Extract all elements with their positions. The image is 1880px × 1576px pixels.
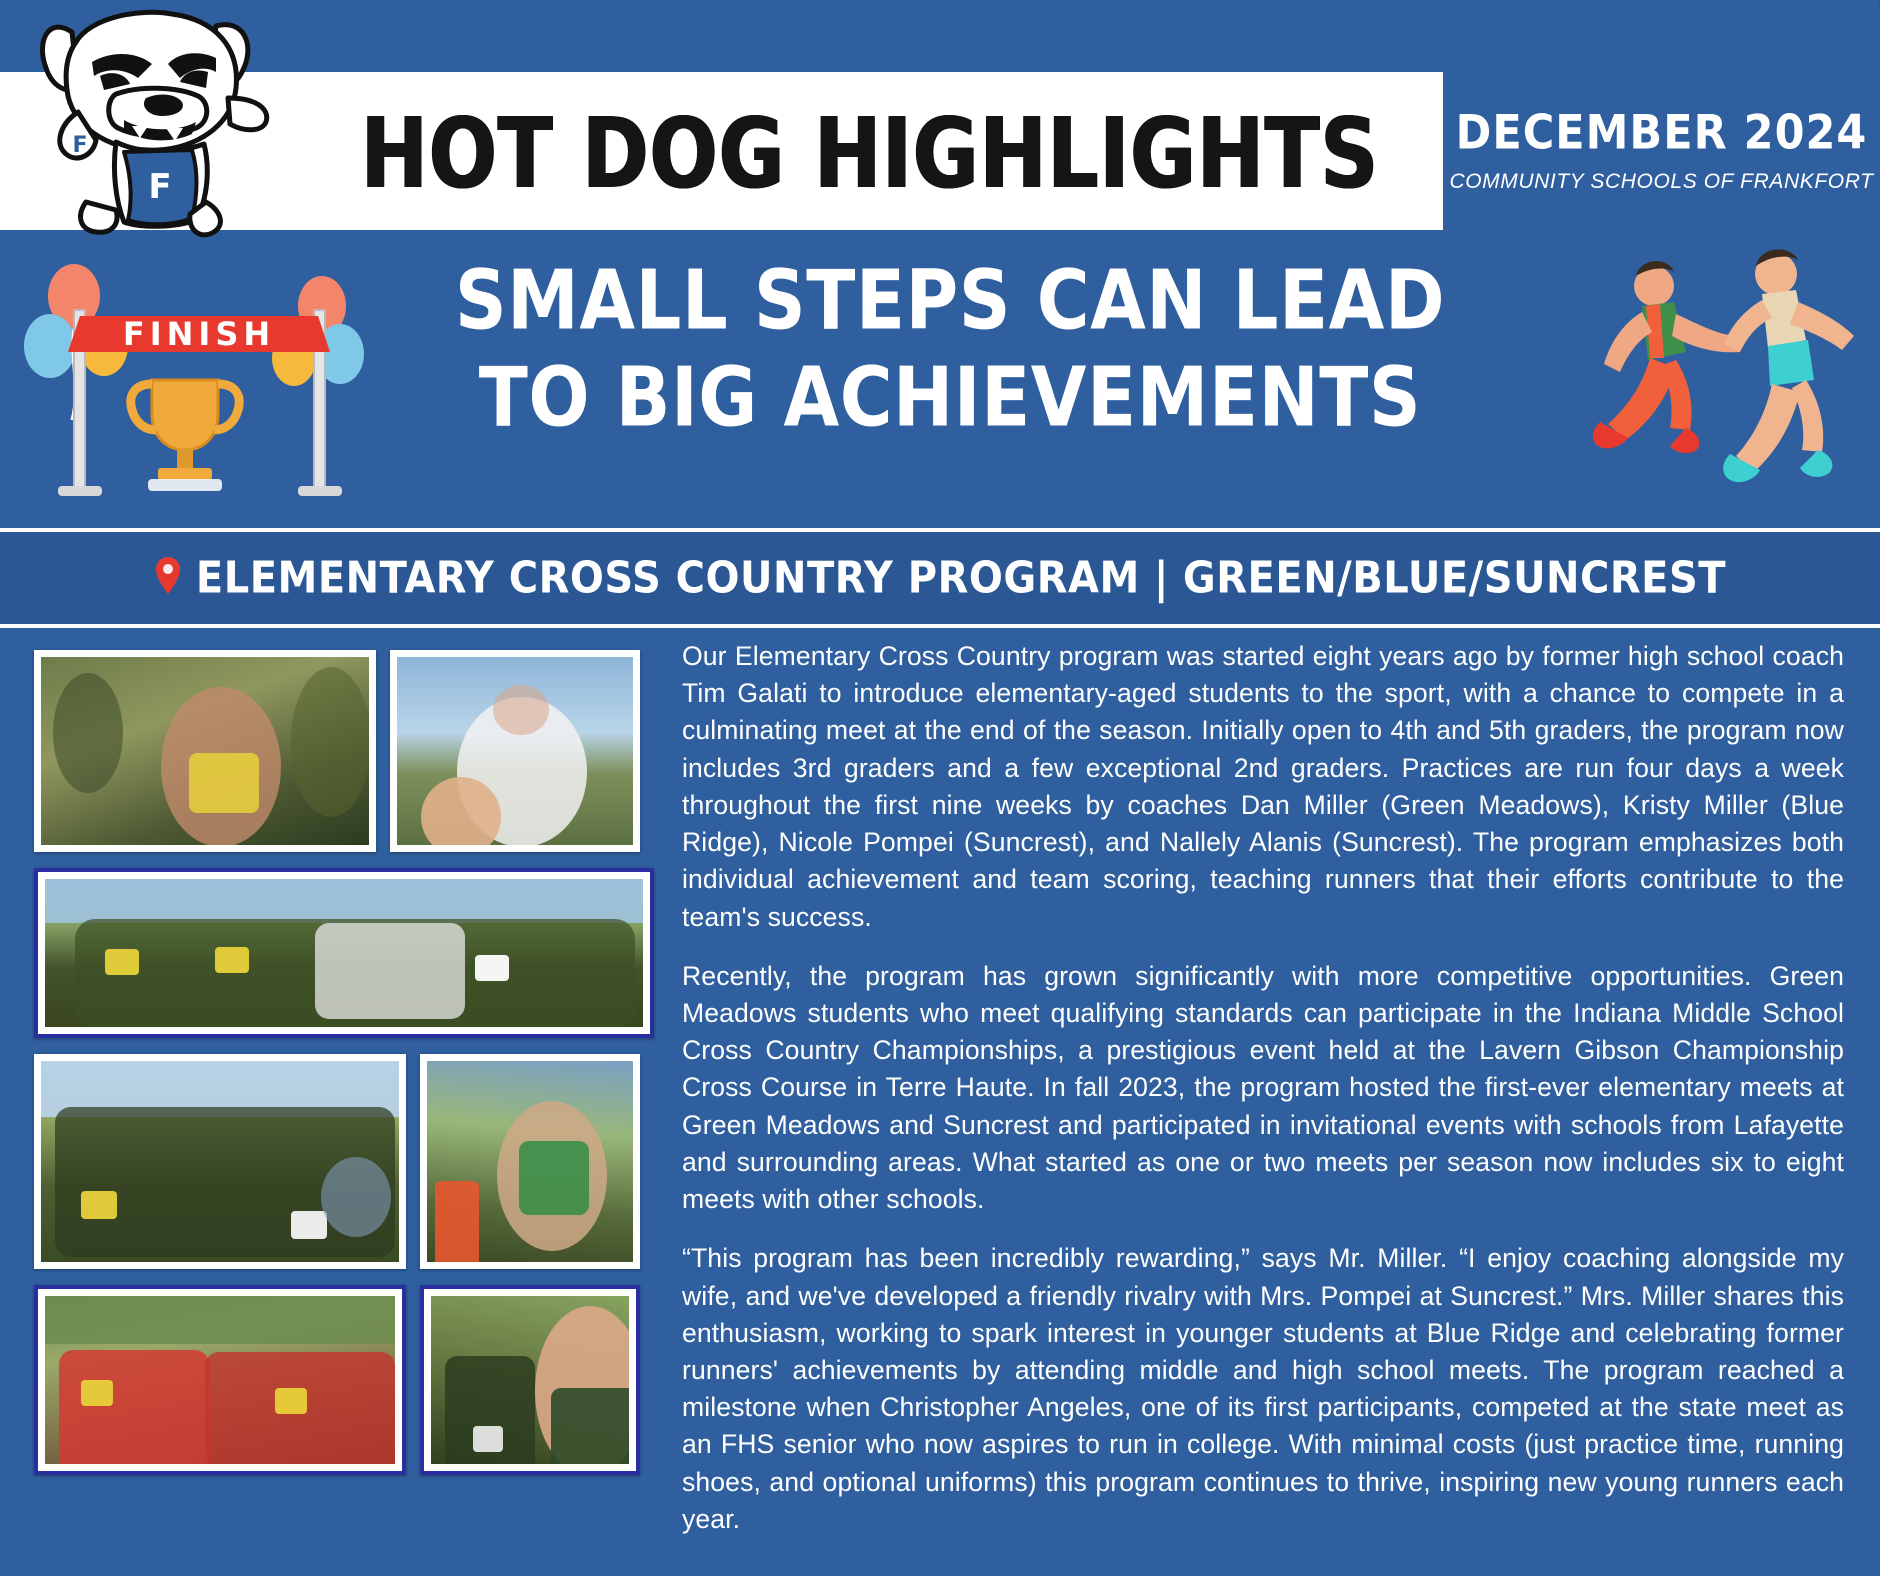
photo-row-1 — [34, 650, 654, 852]
article-body — [682, 638, 1844, 1538]
article-paragraph-3: “This program has been incredibly rewarding,” says Mr. Miller. “I enjoy coaching alongside my wife, and we've developed a friendly rivalry with Mrs. Pompei at Suncrest.” Mrs. Miller shares this enthusiasm, working to spark interest in younger students at Blue Ridge and celebrating former runners' achievements by attending middle and high school meets. The program reached a milestone when Christopher Angeles, one of its first participants, competed at the state meet as an FHS senior who now aspires to run in college. With minimal costs (just practice time, running shoes, and optional uniforms) this program continues to thrive, inspiring new young runners each year. — [682, 1243, 1844, 1534]
location-pin-icon — [154, 556, 182, 596]
article-paragraph-2: Recently, the program has grown significantly with more competitive opportunities. Green Meadows students who meet qualifying standards can participate in the Indiana Middle School Cross Country Championships, a prestigious event held at the Lavern Gibson Championship Cross Course in Terre Haute. In fall 2023, the program hosted the first-ever elementary meets at Green Meadows and Suncrest and participated in invitational events with schools from Lafayette and surrounding areas. What started as one or two meets per season now includes six to eight meets with other schools. — [682, 960, 1844, 1215]
photo-row-4 — [34, 1285, 654, 1475]
organization-name: COMMUNITY SCHOOLS OF FRANKFORT — [1449, 170, 1874, 193]
photo-team-seated-group — [34, 1054, 406, 1269]
svg-text:F: F — [72, 133, 88, 158]
headline-line-2: TO BIG ACHIEVEMENTS — [478, 348, 1422, 445]
section-schools-label: GREEN/BLUE/SUNCREST — [1182, 552, 1727, 604]
header-meta-panel — [1443, 72, 1880, 230]
section-bar — [0, 528, 1880, 628]
issue-date: DECEMBER 2024 — [1455, 105, 1868, 161]
photo-coach-with-whistle — [390, 650, 640, 852]
trophy-icon — [131, 380, 239, 491]
svg-text:FINISH: FINISH — [122, 315, 276, 353]
bulldog-mascot-icon — [20, 2, 310, 242]
photo-runner-937-closeup — [34, 650, 376, 852]
section-divider: | — [1153, 552, 1169, 604]
section-program-label: ELEMENTARY CROSS COUNTRY PROGRAM — [195, 552, 1140, 604]
headline-line-1: SMALL STEPS CAN LEAD — [454, 252, 1446, 348]
content-area — [0, 630, 1880, 1576]
article-paragraph-1: Our Elementary Cross Country program was started eight years ago by former high school coach Tim Galati to introduce elementary-aged students to the sport, with a chance to compete in a culminating meet at the end of the season. Initially open to 4th and 5th graders, the program now includes 3rd graders and a few exceptional 2nd graders. Practices are run four days a week throughout the first nine weeks by coaches Dan Miller (Green Meadows), Kristy Miller (Blue Ridge), Nicole Pompei (Suncrest), and Nallely Alanis (Suncrest). The program emphasizes both individual achievement and team scoring, teaching runners that their efforts contribute to the team's success. — [682, 641, 1844, 932]
photo-runner-on-course — [420, 1054, 640, 1269]
photo-gallery — [34, 650, 654, 1491]
banner-section — [0, 230, 1880, 528]
photo-red-shirt-team-group — [34, 1285, 406, 1475]
photo-coach-selfie-with-runners — [420, 1285, 640, 1475]
banner-headline — [380, 252, 1520, 446]
svg-text:F: F — [148, 167, 172, 207]
finish-line-banner-icon — [22, 250, 372, 510]
two-runners-icon — [1590, 240, 1870, 510]
newsletter-header — [0, 0, 1880, 230]
newsletter-title: HOT DOG HIGHLIGHTS — [360, 96, 1380, 210]
photo-row-3 — [34, 1054, 654, 1269]
photo-full-team-group — [34, 868, 654, 1038]
